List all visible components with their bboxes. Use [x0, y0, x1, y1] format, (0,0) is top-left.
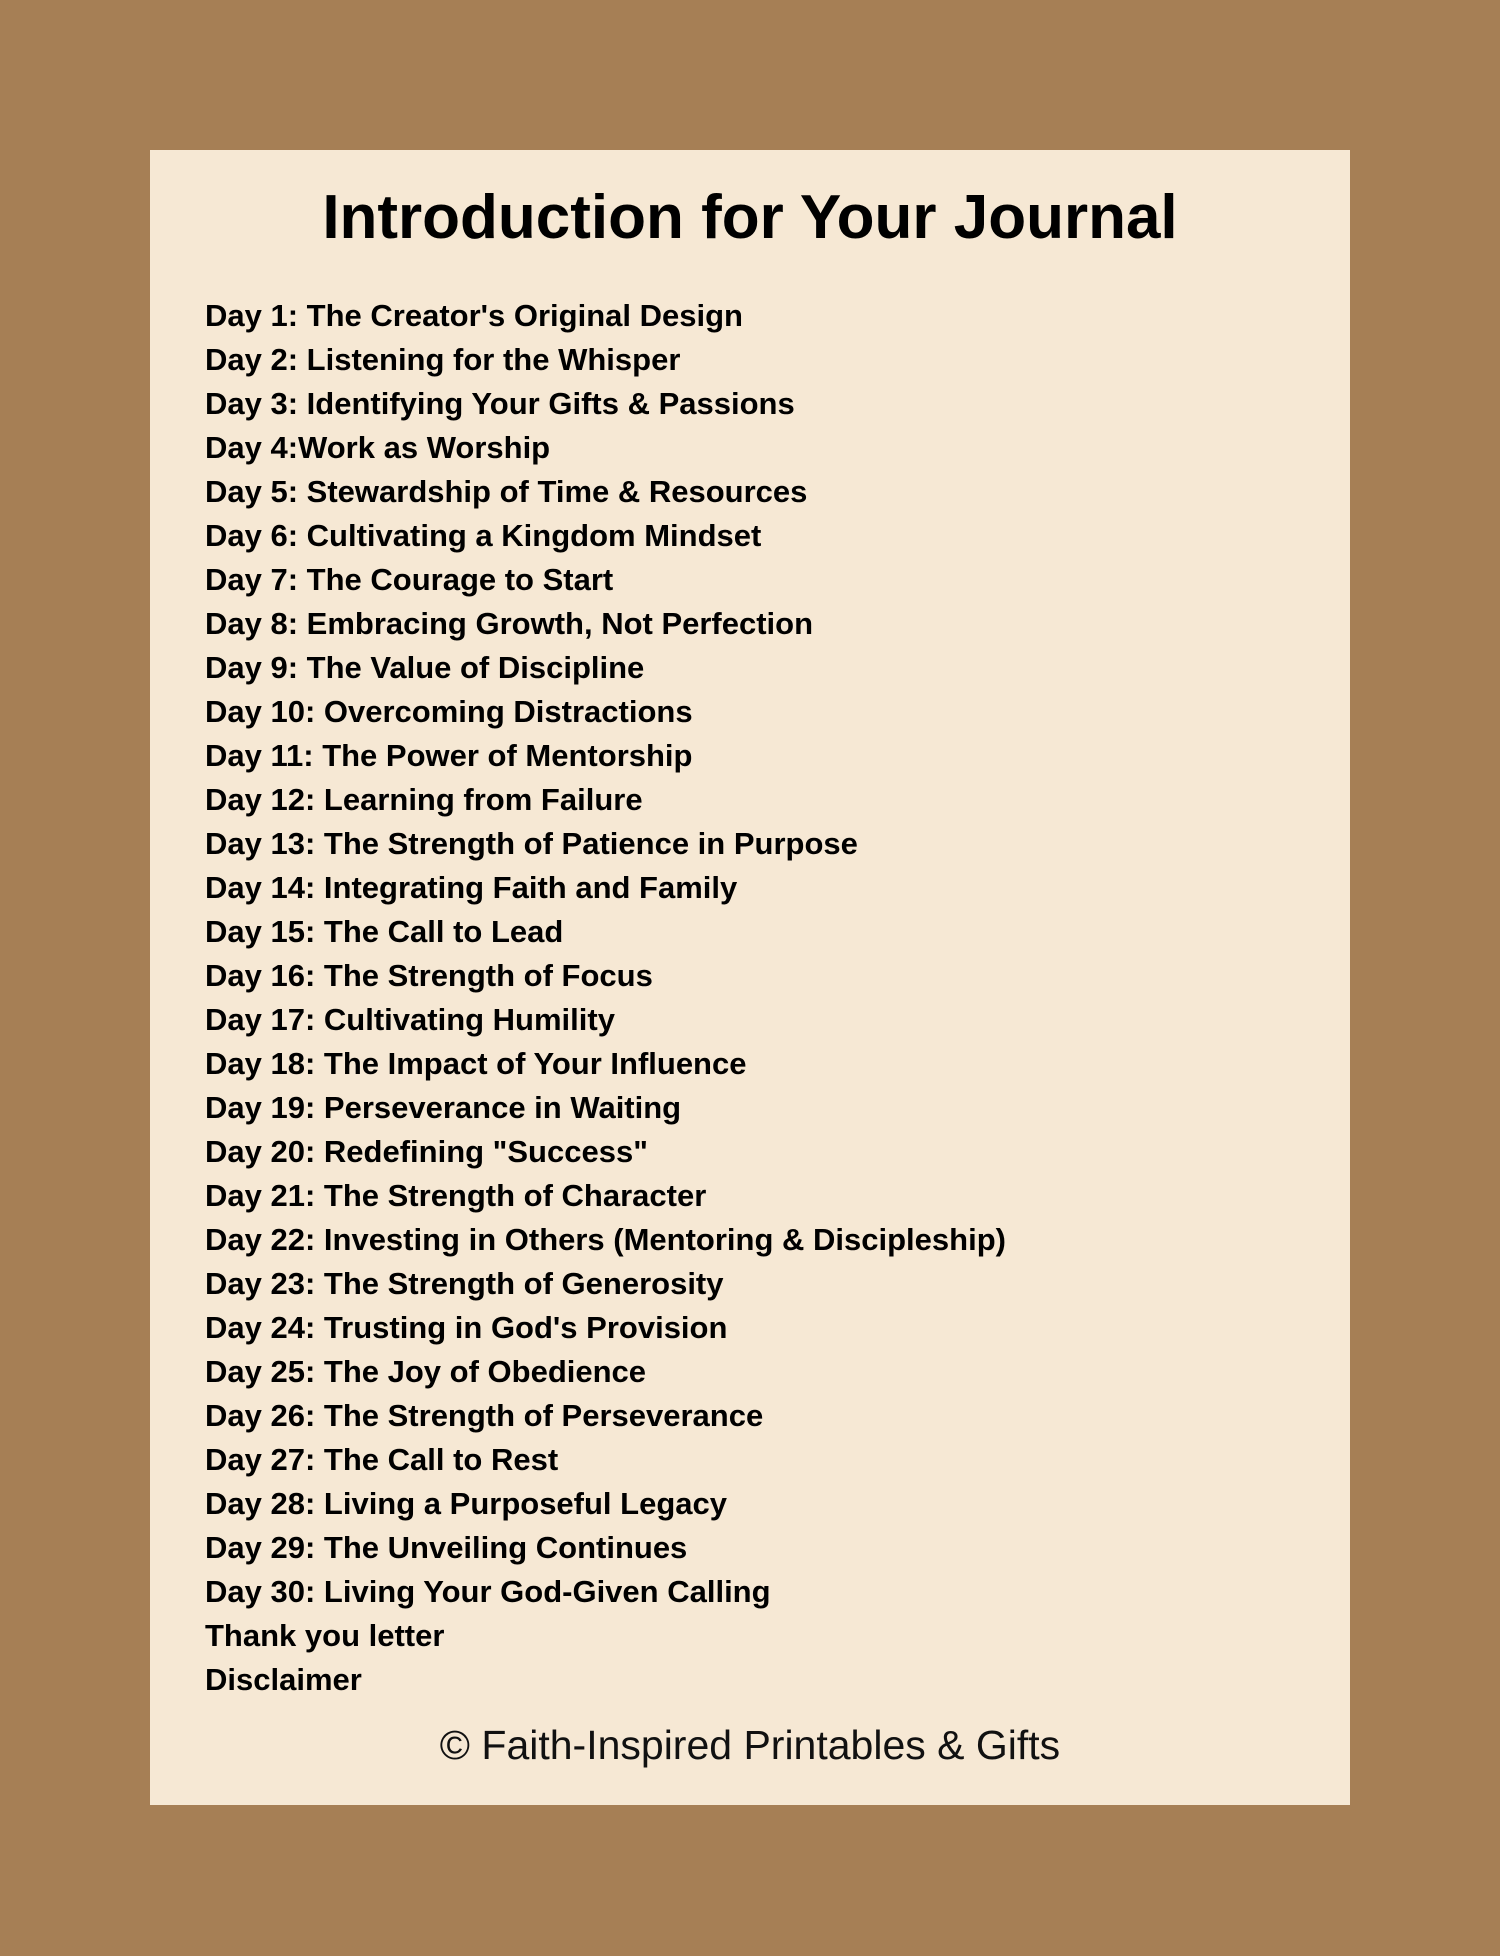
toc-entry: Day 30: Living Your God-Given Calling	[205, 1574, 771, 1609]
toc-entry: Day 6: Cultivating a Kingdom Mindset	[205, 518, 762, 553]
toc-entry: Day 27: The Call to Rest	[205, 1442, 559, 1477]
toc-entry: Day 10: Overcoming Distractions	[205, 694, 693, 729]
toc-entry: Day 26: The Strength of Perseverance	[205, 1398, 764, 1433]
page-title: Introduction for Your Journal	[322, 183, 1178, 252]
toc-entry: Day 16: The Strength of Focus	[205, 958, 653, 993]
toc-entry: Day 15: The Call to Lead	[205, 914, 564, 949]
toc-entry: Day 14: Integrating Faith and Family	[205, 870, 738, 905]
toc-entry: Day 20: Redefining "Success"	[205, 1134, 648, 1169]
toc-entry: Day 7: The Courage to Start	[205, 562, 614, 597]
toc-entry: Disclaimer	[205, 1662, 362, 1697]
toc-entry: Day 3: Identifying Your Gifts & Passions	[205, 386, 795, 421]
toc-entry: Day 17: Cultivating Humility	[205, 1002, 615, 1037]
journal-page	[150, 150, 1350, 1805]
toc-entry: Day 23: The Strength of Generosity	[205, 1266, 724, 1301]
toc-entry: Day 22: Investing in Others (Mentoring & Discipleship)	[205, 1222, 1006, 1257]
toc-entry: Day 24: Trusting in God's Provision	[205, 1310, 728, 1345]
toc-entry: Day 8: Embracing Growth, Not Perfection	[205, 606, 814, 641]
table-of-contents	[205, 294, 1006, 1702]
toc-entry: Day 2: Listening for the Whisper	[205, 342, 681, 377]
toc-entry: Day 25: The Joy of Obedience	[205, 1354, 647, 1389]
toc-entry: Day 9: The Value of Discipline	[205, 650, 645, 685]
toc-entry: Day 29: The Unveiling Continues	[205, 1530, 688, 1565]
toc-entry: Thank you letter	[205, 1618, 445, 1653]
toc-entry: Day 28: Living a Purposeful Legacy	[205, 1486, 727, 1521]
toc-entry: Day 1: The Creator's Original Design	[205, 298, 743, 333]
toc-entry: Day 11: The Power of Mentorship	[205, 738, 693, 773]
toc-entry: Day 18: The Impact of Your Influence	[205, 1046, 747, 1081]
copyright-footer: © Faith-Inspired Printables & Gifts	[439, 1722, 1061, 1768]
toc-entry: Day 21: The Strength of Character	[205, 1178, 707, 1213]
toc-entry: Day 4:Work as Worship	[205, 430, 551, 465]
toc-entry: Day 12: Learning from Failure	[205, 782, 643, 817]
toc-entry: Day 13: The Strength of Patience in Purpose	[205, 826, 858, 861]
toc-entry: Day 5: Stewardship of Time & Resources	[205, 474, 808, 509]
toc-entry: Day 19: Perseverance in Waiting	[205, 1090, 682, 1125]
